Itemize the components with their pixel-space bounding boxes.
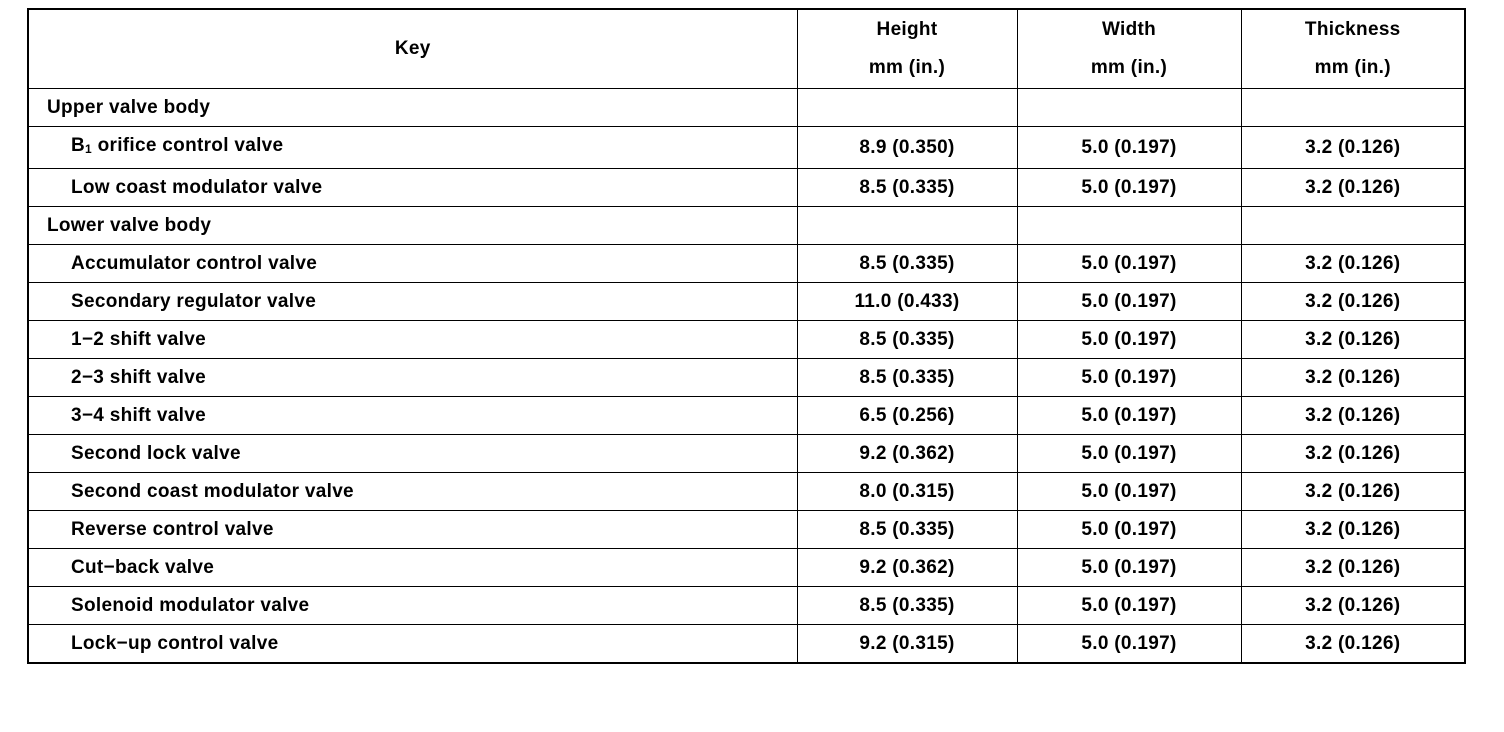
thickness-value: 3.2 (0.126) [1241, 549, 1465, 587]
table-row [28, 625, 1465, 664]
width-value: 5.0 (0.197) [1017, 549, 1241, 587]
section-title: Upper valve body [28, 89, 797, 127]
section-row [28, 89, 1465, 127]
height-value: 6.5 (0.256) [797, 397, 1017, 435]
header-thickness-label: Thickness [1304, 19, 1401, 40]
valve-name: Secondary regulator valve [28, 283, 797, 321]
header-width-label: Width [1101, 19, 1157, 40]
table-row [28, 245, 1465, 283]
height-value: 8.5 (0.335) [797, 587, 1017, 625]
valve-name: 3−4 shift valve [28, 397, 797, 435]
valve-name: Reverse control valve [28, 511, 797, 549]
section-title: Lower valve body [28, 207, 797, 245]
valve-name [28, 127, 797, 169]
table-row [28, 169, 1465, 207]
height-value: 8.0 (0.315) [797, 473, 1017, 511]
header-thickness [1241, 9, 1465, 89]
width-value [1017, 207, 1241, 245]
height-value: 8.5 (0.335) [797, 169, 1017, 207]
table-row [28, 397, 1465, 435]
valve-name-rest: orifice control valve [92, 135, 284, 156]
width-value: 5.0 (0.197) [1017, 435, 1241, 473]
height-value: 8.5 (0.335) [797, 245, 1017, 283]
width-value: 5.0 (0.197) [1017, 321, 1241, 359]
thickness-value: 3.2 (0.126) [1241, 397, 1465, 435]
height-value: 9.2 (0.362) [797, 435, 1017, 473]
table-row [28, 283, 1465, 321]
valve-name: Low coast modulator valve [28, 169, 797, 207]
width-value: 5.0 (0.197) [1017, 625, 1241, 664]
table-body [28, 89, 1465, 664]
header-height [797, 9, 1017, 89]
thickness-value: 3.2 (0.126) [1241, 321, 1465, 359]
width-value: 5.0 (0.197) [1017, 511, 1241, 549]
width-value: 5.0 (0.197) [1017, 587, 1241, 625]
thickness-value: 3.2 (0.126) [1241, 625, 1465, 664]
header-height-label: Height [876, 19, 938, 40]
thickness-value: 3.2 (0.126) [1241, 511, 1465, 549]
width-value: 5.0 (0.197) [1017, 127, 1241, 169]
valve-name-subscript: 1 [85, 142, 93, 156]
valve-name: Accumulator control valve [28, 245, 797, 283]
valve-name: 2−3 shift valve [28, 359, 797, 397]
thickness-value: 3.2 (0.126) [1241, 245, 1465, 283]
table-row [28, 587, 1465, 625]
section-row [28, 207, 1465, 245]
header-row [28, 9, 1465, 89]
thickness-value [1241, 89, 1465, 127]
thickness-value: 3.2 (0.126) [1241, 127, 1465, 169]
width-value: 5.0 (0.197) [1017, 359, 1241, 397]
header-width [1017, 9, 1241, 89]
table-row [28, 435, 1465, 473]
valve-name-text: B [71, 135, 86, 156]
valve-name: Lock−up control valve [28, 625, 797, 664]
width-value: 5.0 (0.197) [1017, 397, 1241, 435]
height-value [797, 207, 1017, 245]
thickness-value: 3.2 (0.126) [1241, 169, 1465, 207]
height-value [797, 89, 1017, 127]
thickness-value: 3.2 (0.126) [1241, 435, 1465, 473]
header-height-unit: mm (in.) [868, 57, 946, 78]
thickness-value [1241, 207, 1465, 245]
table-row [28, 359, 1465, 397]
height-value: 8.5 (0.335) [797, 511, 1017, 549]
width-value: 5.0 (0.197) [1017, 473, 1241, 511]
width-value [1017, 89, 1241, 127]
table-row [28, 321, 1465, 359]
header-thickness-unit: mm (in.) [1314, 57, 1391, 78]
table-header [28, 9, 1465, 89]
thickness-value: 3.2 (0.126) [1241, 359, 1465, 397]
valve-name: Cut−back valve [28, 549, 797, 587]
table-row [28, 473, 1465, 511]
thickness-value: 3.2 (0.126) [1241, 283, 1465, 321]
height-value: 11.0 (0.433) [797, 283, 1017, 321]
width-value: 5.0 (0.197) [1017, 169, 1241, 207]
valve-name: Solenoid modulator valve [28, 587, 797, 625]
height-value: 9.2 (0.362) [797, 549, 1017, 587]
height-value: 8.5 (0.335) [797, 359, 1017, 397]
thickness-value: 3.2 (0.126) [1241, 587, 1465, 625]
height-value: 9.2 (0.315) [797, 625, 1017, 664]
table-row [28, 549, 1465, 587]
valve-name: 1−2 shift valve [28, 321, 797, 359]
valve-spring-spec-table [27, 8, 1466, 664]
table-row [28, 511, 1465, 549]
width-value: 5.0 (0.197) [1017, 283, 1241, 321]
header-key [28, 9, 797, 89]
width-value: 5.0 (0.197) [1017, 245, 1241, 283]
valve-name: Second lock valve [28, 435, 797, 473]
header-key-label: Key [394, 38, 431, 59]
header-width-unit: mm (in.) [1090, 57, 1168, 78]
thickness-value: 3.2 (0.126) [1241, 473, 1465, 511]
table-row [28, 127, 1465, 169]
valve-name: Second coast modulator valve [28, 473, 797, 511]
height-value: 8.9 (0.350) [797, 127, 1017, 169]
height-value: 8.5 (0.335) [797, 321, 1017, 359]
